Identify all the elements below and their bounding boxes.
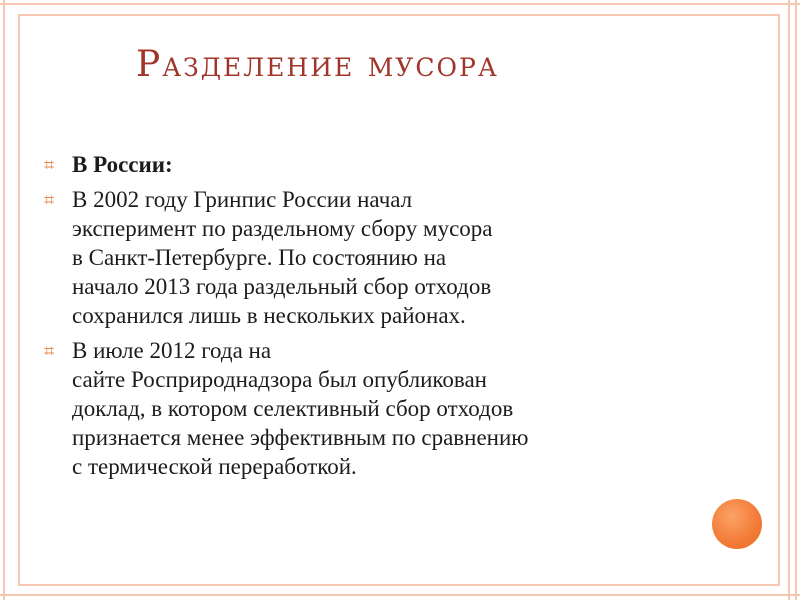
- frame-line-top: [0, 3, 800, 5]
- bullet-line: с термической переработкой.: [72, 454, 357, 479]
- bullet-line: В июле 2012 года на: [72, 338, 272, 363]
- bullet-line: сайте Росприроднадзора был опубликован: [72, 367, 487, 392]
- bullet-icon: ⌗: [44, 341, 55, 361]
- bullet-icon: ⌗: [44, 155, 55, 175]
- slide-title: Разделение мусора: [136, 44, 499, 85]
- bullet-line: признается менее эффективным по сравнению: [72, 425, 529, 450]
- bullet-heading: В России:: [72, 152, 173, 177]
- frame-line-left: [3, 0, 5, 600]
- frame-line-right: [788, 0, 790, 600]
- bullet-icon: ⌗: [44, 190, 55, 210]
- bullet-line: сохранился лишь в нескольких районах.: [72, 303, 466, 328]
- bullet-line: доклад, в котором селективный сбор отходов: [72, 396, 514, 421]
- bullet-item-rosprirodnadzor: [44, 336, 704, 481]
- bullet-item-greenpeace: [44, 185, 704, 330]
- orange-circle-decoration: [712, 499, 762, 549]
- bullet-list: [44, 150, 704, 487]
- bullet-item-russia: [44, 150, 704, 179]
- bullet-line: эксперимент по раздельному сбору мусора: [72, 216, 493, 241]
- bullet-line: В 2002 году Гринпис России начал: [72, 187, 413, 212]
- frame-line-right-outer: [795, 0, 797, 600]
- bullet-line: в Санкт-Петербурге. По состоянию на: [72, 245, 447, 270]
- frame-line-bottom: [0, 594, 800, 596]
- bullet-line: начало 2013 года раздельный сбор отходов: [72, 274, 492, 299]
